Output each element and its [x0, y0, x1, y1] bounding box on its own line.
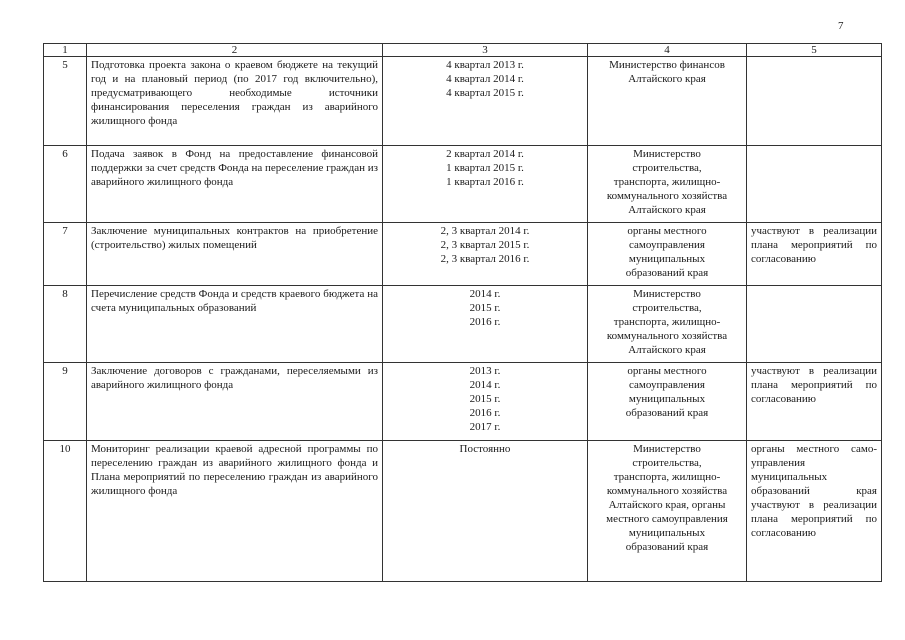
task-description: Заключение муниципальных контрактов на приобретение (строительство) жилых помещений: [87, 223, 383, 286]
task-description: Заключение договоров с гражданами, переселяемыми из аварийного жилищного фонда: [87, 363, 383, 441]
deadline: 2 квартал 2014 г. 1 квартал 2015 г. 1 квартал 2016 г.: [383, 146, 588, 223]
table-row: [44, 57, 882, 146]
note: участвуют в реализации плана мероприятий по согласованию: [747, 223, 882, 286]
row-number: 7: [44, 223, 87, 286]
note: [747, 57, 882, 146]
header-col-1: 1: [44, 44, 87, 57]
table-row: [44, 441, 882, 582]
row-number: 8: [44, 286, 87, 363]
deadline: Постоянно: [383, 441, 588, 582]
row-number: 10: [44, 441, 87, 582]
table-row: [44, 223, 882, 286]
header-col-4: 4: [588, 44, 747, 57]
task-description: Перечисление средств Фонда и средств краевого бюджета на счета муниципальных образований: [87, 286, 383, 363]
table-row: [44, 363, 882, 441]
note: [747, 146, 882, 223]
table-row: [44, 286, 882, 363]
header-col-5: 5: [747, 44, 882, 57]
table-row: [44, 146, 882, 223]
executor: Министерство строительства, транспорта, жилищно- коммунального хозяйства Алтайского края, органы местного самоуправления муниципальных образований края: [588, 441, 747, 582]
executor: Министерство строительства, транспорта, жилищно- коммунального хозяйства Алтайского края: [588, 146, 747, 223]
row-number: 6: [44, 146, 87, 223]
executor: Министерство строительства, транспорта, жилищно- коммунального хозяйства Алтайского края: [588, 286, 747, 363]
deadline: 2014 г. 2015 г. 2016 г.: [383, 286, 588, 363]
deadline: 2013 г. 2014 г. 2015 г. 2016 г. 2017 г.: [383, 363, 588, 441]
deadline: 4 квартал 2013 г. 4 квартал 2014 г. 4 квартал 2015 г.: [383, 57, 588, 146]
executor: органы местного самоуправления муниципальных образований края: [588, 363, 747, 441]
task-description: Мониторинг реализации краевой адресной программы по переселению граждан из аварийного жилищного фонда и Плана мероприятий по переселению граждан из аварийного жилищного фонда: [87, 441, 383, 582]
deadline: 2, 3 квартал 2014 г. 2, 3 квартал 2015 г. 2, 3 квартал 2016 г.: [383, 223, 588, 286]
note: [747, 286, 882, 363]
header-col-2: 2: [87, 44, 383, 57]
task-description: Подача заявок в Фонд на предоставление финансовой поддержки за счет средств Фонда на переселение граждан из аварийного жилищного фонда: [87, 146, 383, 223]
page-number: 7: [838, 20, 844, 32]
task-description: Подготовка проекта закона о краевом бюджете на текущий год и на плановый период (по 2017 год включительно), предусматривающего необходимые источники финансирования переселения граждан из аварийного жилищного фонда: [87, 57, 383, 146]
note: органы местного само-управления муниципальных образований края участвуют в реализации плана мероприятий по согласованию: [747, 441, 882, 582]
header-col-3: 3: [383, 44, 588, 57]
executor: органы местного самоуправления муниципальных образований края: [588, 223, 747, 286]
header-row: [44, 44, 882, 57]
activities-table: [43, 43, 882, 582]
executor: Министерство финансов Алтайского края: [588, 57, 747, 146]
row-number: 9: [44, 363, 87, 441]
row-number: 5: [44, 57, 87, 146]
note: участвуют в реализации плана мероприятий по согласованию: [747, 363, 882, 441]
